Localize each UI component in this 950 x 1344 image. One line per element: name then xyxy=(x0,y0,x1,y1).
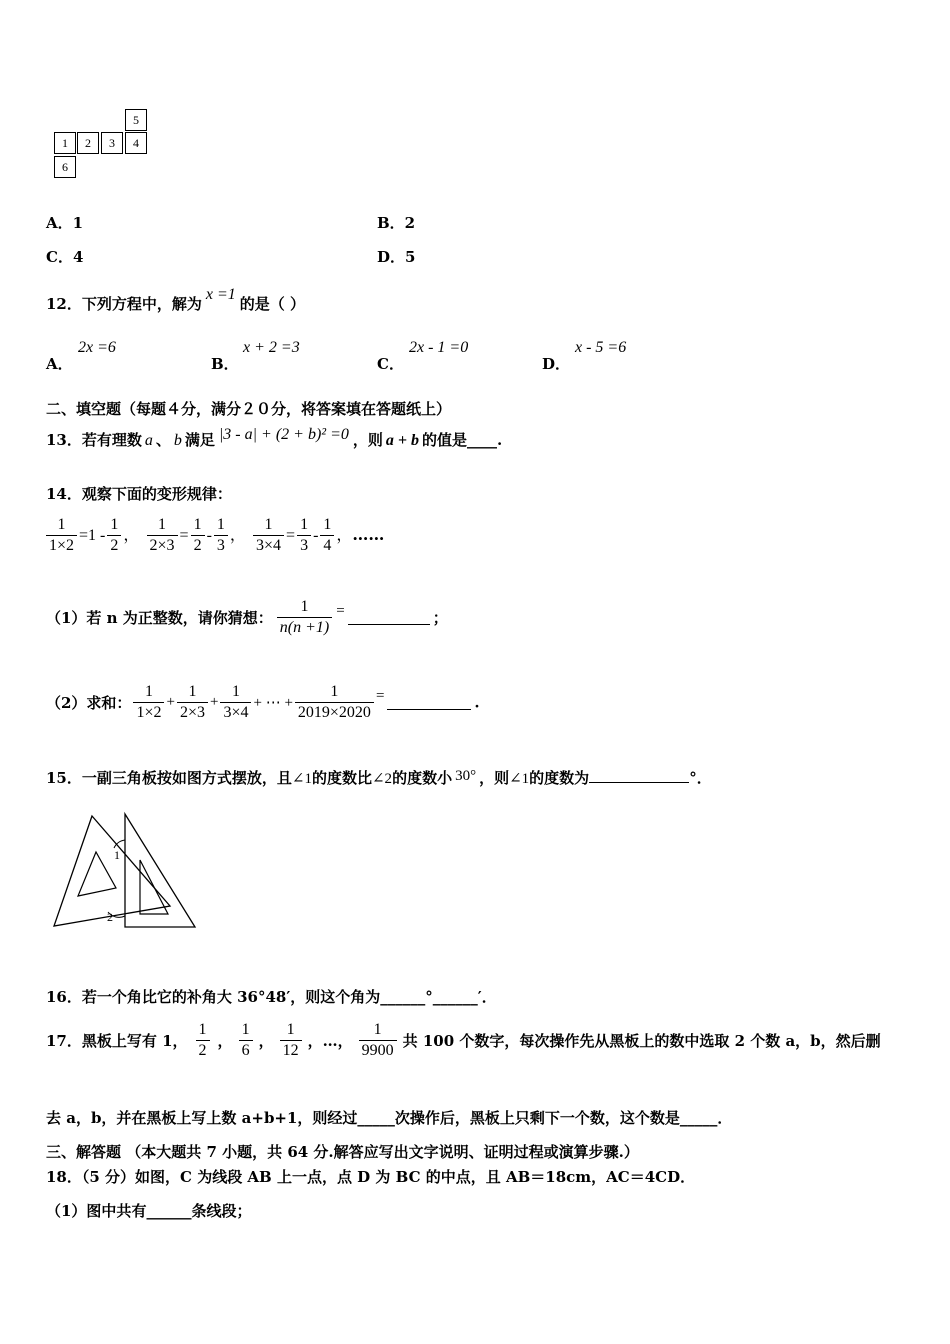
q14-part-2-dots: + ⋯ + xyxy=(253,695,293,711)
q15-degree: 30° xyxy=(455,768,477,784)
q11-option-c: C．4 xyxy=(46,248,84,266)
q14-rule: $\frac{1}{1\times 2}$ =1 - $\frac{1}{2}$ ， $\frac{1}{2\times 3}$ = $\frac{1}{2}$ - $\frac{1}{3}$ ， $\frac{1}{3\times 4}$ = $\frac{1}{3}$ - $\frac{1}{4}$ ，…… xyxy=(44,515,384,556)
q14-part-1-blank[interactable] xyxy=(348,610,430,625)
q15-stem: 15．一副三角板按如图方式摆放，且∠1的度数比∠2的度数小 30° ，则∠1的度数为 °． xyxy=(46,768,712,787)
q18-stem: 18．（5 分）如图，C 为线段 AB 上一点，点 D 为 BC 的中点，且 AB＝18cm，AC＝4CD． xyxy=(46,1168,696,1186)
q12-d-eq: x - 5 =6 xyxy=(575,339,627,356)
q16-stem: 16．若一个角比它的补角大 36°48′，则这个角为______°______′． xyxy=(46,988,497,1006)
q18-part-1: （1）图中共有______条线段； xyxy=(46,1202,252,1220)
q13-var-a: a xyxy=(144,432,153,449)
net-cell-1: 1 xyxy=(54,132,76,154)
net-cell-2: 2 xyxy=(77,132,99,154)
section-2-title: 二、填空题（每题４分，满分２０分，将答案填在答题纸上） xyxy=(46,400,452,418)
q13-post2: 的值是____. xyxy=(422,431,503,449)
q12-b-label: B． xyxy=(211,355,239,373)
q11-option-a: A．1 xyxy=(46,214,84,232)
q13-post1: ，则 xyxy=(352,431,383,449)
q12-stem-pre: 12．下列方程中，解为 xyxy=(46,295,202,313)
q17-frac-4: $\frac{1}{9900}$ xyxy=(359,1020,397,1061)
q17-frac-2: $\frac{1}{6}$ xyxy=(239,1020,253,1061)
q17-frac-3: $\frac{1}{12}$ xyxy=(280,1020,302,1061)
q12-stem-post: 的是（ ） xyxy=(239,295,306,313)
left-ruler-inner xyxy=(78,852,116,896)
right-ruler-outer xyxy=(125,814,195,927)
q12-stem-eq: x =1 xyxy=(205,286,236,303)
q12-stem xyxy=(46,286,306,314)
q15-angle-2: ∠2 xyxy=(371,771,393,787)
q13-line xyxy=(46,426,503,450)
q15-blank[interactable] xyxy=(589,768,689,783)
q15-angle-1: ∠1 xyxy=(291,771,312,787)
q13-sum: a + b xyxy=(385,432,420,449)
net-cell-4: 4 xyxy=(125,132,147,154)
q12-a-label: A． xyxy=(46,355,73,373)
q13-var-b: b xyxy=(173,432,182,449)
q14-part-2-blank[interactable] xyxy=(387,695,471,710)
q12-d-label: D． xyxy=(542,355,571,373)
q14-part-1: （1）若 n 为正整数，请你猜想： $\frac{1}{n(n +1)}$ = ； xyxy=(46,598,448,636)
q14-rule-eq1: =1 - xyxy=(79,527,106,544)
q12-b-eq: x + 2 =3 xyxy=(243,339,300,356)
net-cell-3: 3 xyxy=(101,132,123,154)
section-3-title: 三、解答题 （本大题共 7 小题，共 64 分.解答应写出文字说明、证明过程或演算步骤.） xyxy=(46,1143,639,1161)
q14-part-2-term-1: $\frac{1}{1\times 2}$ xyxy=(133,682,164,723)
q12-a-eq: 2x =6 xyxy=(78,339,116,356)
q14-part-2: （2）求和： $\frac{1}{1\times 2}$ + $\frac{1}{2\times 3}$ + $\frac{1}{3\times 4}$ + ⋯ + $\frac{1}{2019\times 2020}$ = . xyxy=(46,683,480,721)
q13-equation: |3 - a| + (2 + b)² =0 xyxy=(218,426,349,443)
q14-part-2-term-2: $\frac{1}{2\times 3}$ xyxy=(177,682,208,723)
q14-rule-frac-2: $\frac{1}{2\times 3}$ xyxy=(147,515,178,556)
angle-1-label: 1 xyxy=(114,848,120,862)
q11-option-b: B．2 xyxy=(377,214,416,232)
q14-part-2-text: （2）求和： xyxy=(46,694,132,712)
q14-part-2-last-term: $\frac{1}{2019\times 2020}$ xyxy=(295,682,374,723)
q13-mid: 满足 xyxy=(184,431,215,449)
q14-part-2-term-3: $\frac{1}{3\times 4}$ xyxy=(220,682,251,723)
angle-2-label: 2 xyxy=(107,910,113,924)
q17-line-2: 去 a，b，并在黑板上写上数 a+b+1，则经过_____次操作后，黑板上只剩下一个数，这个数是_____． xyxy=(46,1109,733,1127)
q14-part-1-text: （1）若 n 为正整数，请你猜想： xyxy=(46,609,273,627)
q11-option-d: D．5 xyxy=(377,248,416,266)
q14-part-1-frac: $\frac{1}{n(n +1)}$ xyxy=(277,597,332,638)
q14-rule-frac-1: $\frac{1}{1\times 2}$ xyxy=(46,515,77,556)
q17-line-1: 17．黑板上写有 1， $\frac{1}{2}$ ， $\frac{1}{6}$ ， $\frac{1}{12}$ ，…， $\frac{1}{9900}$ 共 100 个数字，每次操作先从黑板上的数中选取 2 个数 a，b，然后删 xyxy=(46,1021,881,1059)
q12-c-eq: 2x - 1 =0 xyxy=(409,339,469,356)
q14-rule-frac-3: $\frac{1}{3\times 4}$ xyxy=(253,515,284,556)
q17-frac-1: $\frac{1}{2}$ xyxy=(196,1020,210,1061)
net-cell-6: 6 xyxy=(54,156,76,178)
q13-pre: 13．若有理数 xyxy=(46,431,142,449)
triangle-rulers-figure xyxy=(50,810,200,932)
q13-sep: 、 xyxy=(155,431,171,449)
q14-stem: 14．观察下面的变形规律： xyxy=(46,485,232,503)
net-cell-5: 5 xyxy=(125,109,147,131)
q12-c-label: C． xyxy=(377,355,404,373)
